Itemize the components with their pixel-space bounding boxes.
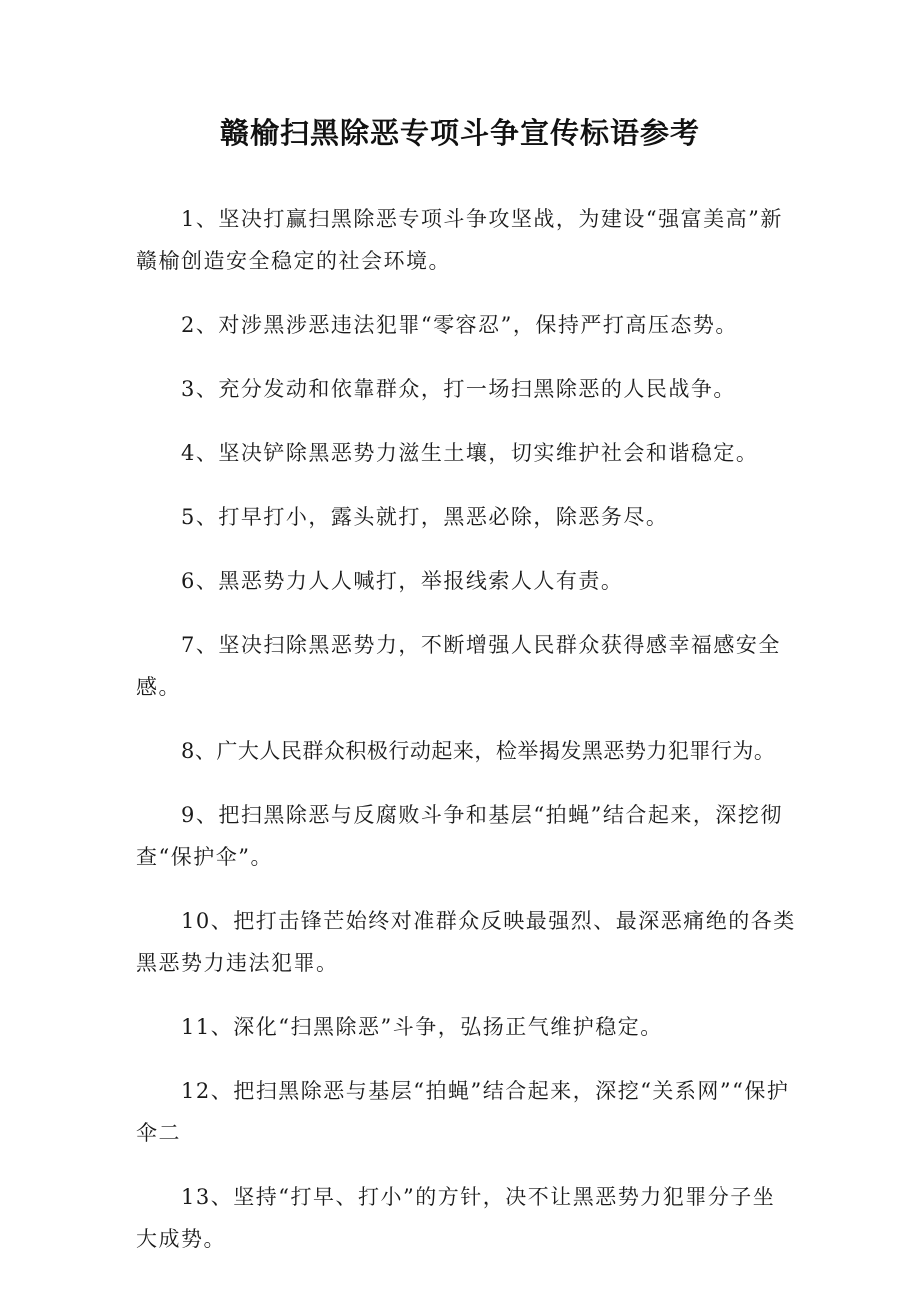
slogan-item-5: 5、打早打小，露头就打，黑恶必除，除恶务尽。 — [181, 505, 669, 529]
slogan-item-10: 10、把打击锋芒始终对准群众反映最强烈、最深恶痛绝的各类黑恶势力违法犯罪。 — [136, 909, 796, 975]
document-title: 赣榆扫黑除恶专项斗争宣传标语参考 — [219, 116, 700, 150]
slogan-item-3: 3、充分发动和依靠群众，打一场扫黑除恶的人民战争。 — [181, 377, 736, 401]
slogan-item-4: 4、坚决铲除黑恶势力滋生土壤，切实维护社会和谐稳定。 — [181, 441, 759, 465]
slogan-item-11: 11、深化“扫黑除恶”斗争，弘扬正气维护稳定。 — [181, 1015, 663, 1039]
slogan-list — [136, 198, 796, 1282]
slogan-item-2: 2、对涉黑涉恶违法犯罪“零容忍”，保持严打高压态势。 — [181, 313, 738, 337]
slogan-item-6: 6、黑恶势力人人喊打，举报线索人人有责。 — [181, 569, 624, 593]
slogan-item-12: 12、把扫黑除恶与基层“拍蝇”结合起来，深挖“关系网”“保护伞二 — [136, 1079, 790, 1145]
slogan-item-9: 9、把扫黑除恶与反腐败斗争和基层“拍蝇”结合起来，深挖彻查“保护伞”。 — [136, 803, 783, 869]
slogan-item-8: 8、广大人民群众积极行动起来，检举揭发黑恶势力犯罪行为。 — [181, 739, 776, 763]
slogan-item-1: 1、坚决打赢扫黑除恶专项斗争攻坚战，为建设“强富美高”新赣榆创造安全稳定的社会环境。 — [136, 207, 783, 273]
slogan-item-13: 13、坚持“打早、打小”的方针，决不让黑恶势力犯罪分子坐大成势。 — [136, 1185, 776, 1251]
slogan-item-7: 7、坚决扫除黑恶势力，不断增强人民群众获得感幸福感安全感。 — [136, 633, 781, 699]
